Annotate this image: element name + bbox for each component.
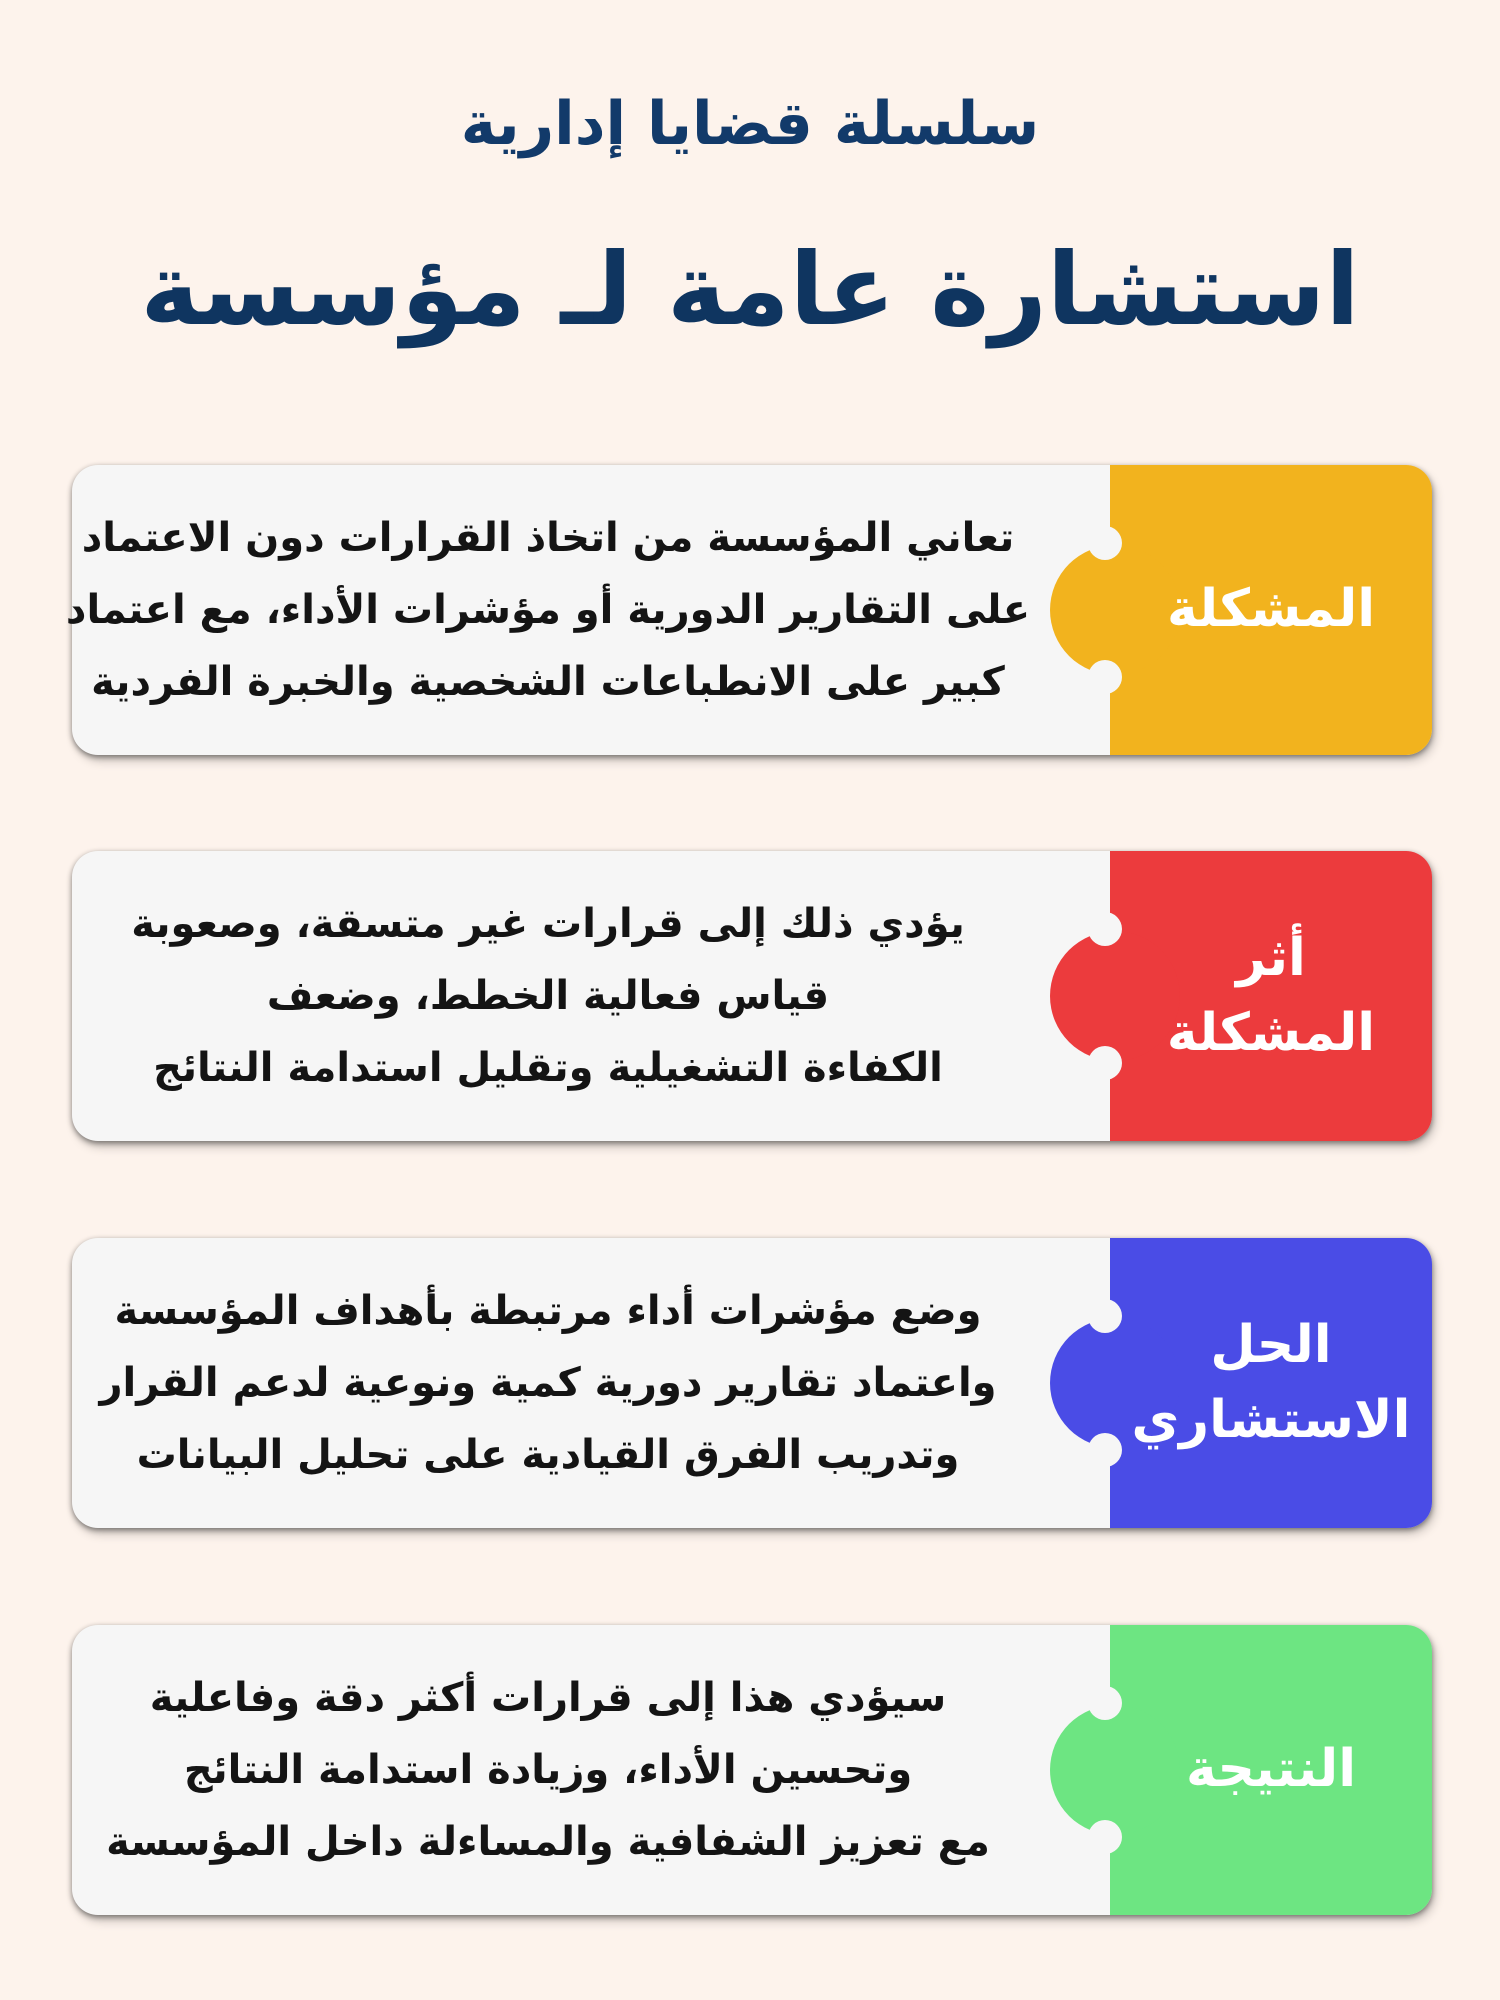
- card-label: النتيجة: [1185, 1739, 1357, 1800]
- card-body-text: [94, 851, 1002, 1141]
- card-text-line: الكفاءة التشغيلية وتقليل استدامة النتائج: [153, 1045, 943, 1091]
- card-text-line: مع تعزيز الشفافية والمساءلة داخل المؤسسة: [106, 1819, 990, 1865]
- series-subtitle: سلسلة قضايا إدارية: [460, 89, 1040, 159]
- card-text-line: كبير على الانطباعات الشخصية والخبرة الفردية: [91, 659, 1005, 705]
- card-impact: [72, 851, 1432, 1141]
- card-body-text: [65, 465, 1031, 755]
- card-body-text: [94, 1625, 1002, 1915]
- card-text-line: قياس فعالية الخطط، وضعف: [266, 973, 830, 1019]
- card-solution: [72, 1238, 1432, 1528]
- card-text-line: على التقارير الدورية أو مؤشرات الأداء، مع اعتماد: [65, 587, 1031, 633]
- card-result: [72, 1625, 1432, 1915]
- page-title: استشارة عامة لـ مؤسسة: [140, 231, 1360, 348]
- card-text-line: يؤدي ذلك إلى قرارات غير متسقة، وصعوبة: [131, 901, 965, 947]
- card-text-line: وضع مؤشرات أداء مرتبطة بأهداف المؤسسة: [114, 1288, 982, 1334]
- card-text-line: وتدريب الفرق القيادية على تحليل البيانات: [136, 1432, 960, 1478]
- card-label: الحل الاستشاري: [1131, 1314, 1411, 1450]
- card-label: المشكلة: [1166, 579, 1376, 640]
- card-text-line: تعاني المؤسسة من اتخاذ القرارات دون الاعتماد: [81, 515, 1015, 561]
- card-text-line: وتحسين الأداء، وزيادة استدامة النتائج: [183, 1747, 913, 1793]
- card-text-line: سيؤدي هذا إلى قرارات أكثر دقة وفاعلية: [149, 1675, 947, 1721]
- card-text-line: واعتماد تقارير دورية كمية ونوعية لدعم القرار: [99, 1360, 997, 1406]
- card-label: أثر المشكلة: [1166, 927, 1376, 1063]
- card-problem: [65, 465, 1432, 755]
- card-body-text: [94, 1238, 1002, 1528]
